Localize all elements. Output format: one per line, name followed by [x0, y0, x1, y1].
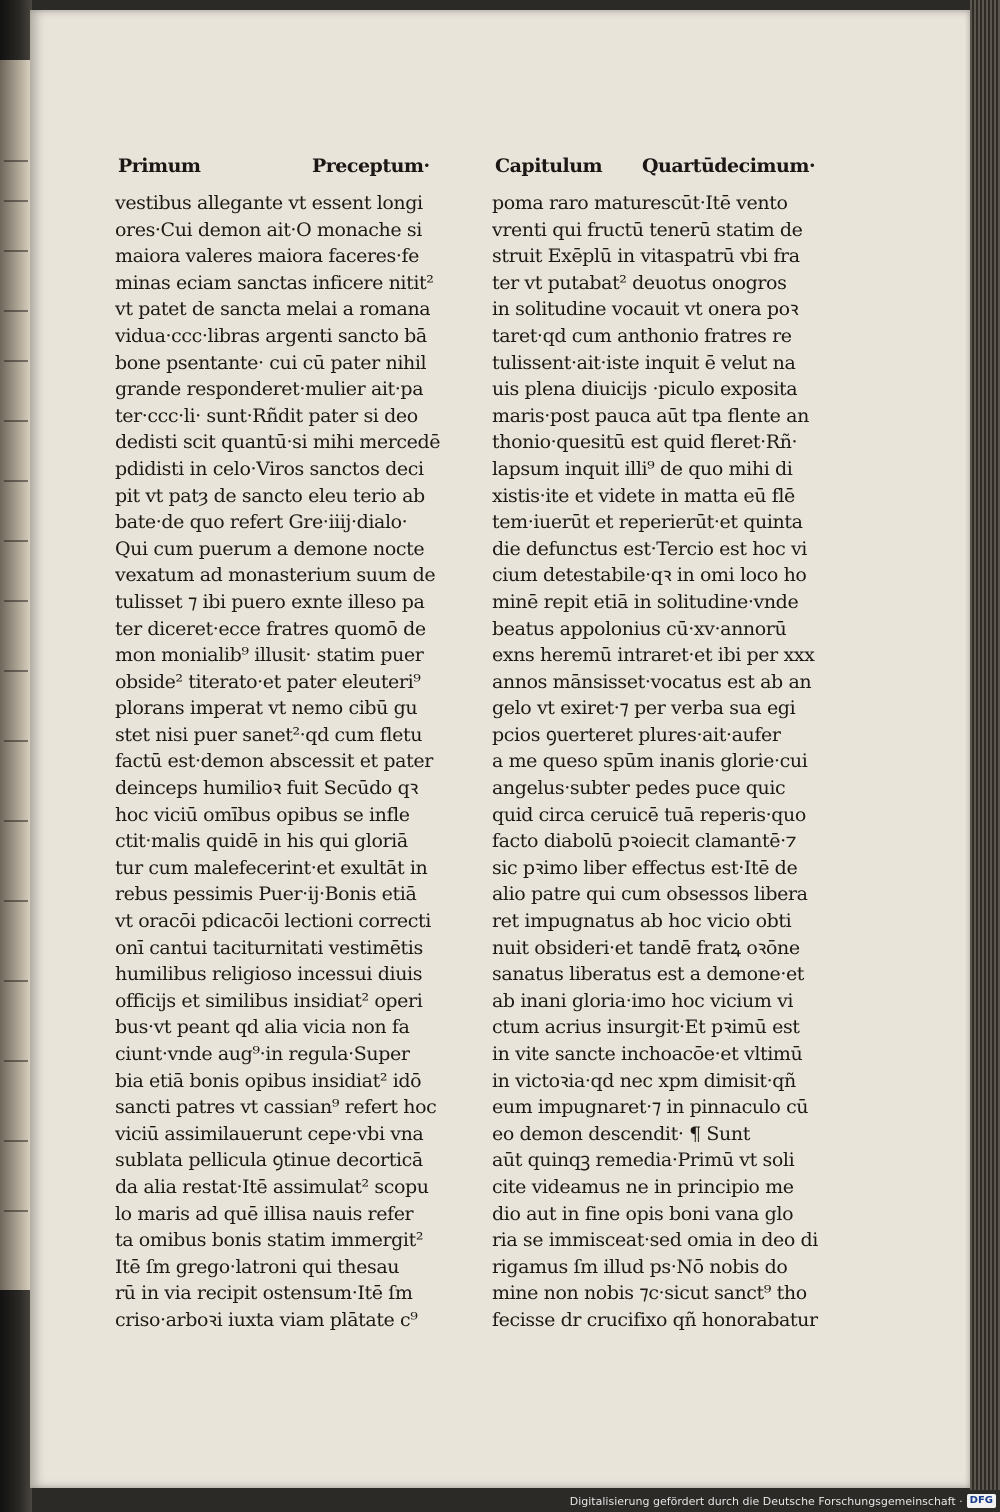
text-line-right: exns heremū intraret·et ibi per xxx: [492, 644, 815, 667]
text-line-left: ctit·malis quidē in his qui gloriā: [115, 830, 408, 853]
text-line-left: bone psentante· cui cū pater nihil: [115, 351, 427, 374]
text-line-right: thonio·quesitū est quid fleret·Rñ·: [492, 431, 798, 454]
header-capitulum: Capitulum: [495, 155, 603, 177]
text-line-right: in victoꝛia·qd nec xpm dimisit·qñ: [492, 1069, 796, 1092]
text-line-right: lapsum inquit illi⁹ de quo mihi di: [492, 457, 793, 480]
text-line-right: poma raro maturescūt·Itē vento: [492, 192, 788, 214]
text-line-left: tulisset ⁊ ibi puero exnte illeso pa: [115, 590, 425, 613]
text-line-right: alio patre qui cum obsessos libera: [492, 883, 808, 906]
text-line-left: da alia restat·Itē assimulat² scopu: [115, 1175, 429, 1198]
text-line-left: rebus pessimis Puer·ij·Bonis etiā: [115, 883, 417, 906]
dfg-logo: DFG: [967, 1494, 996, 1508]
text-line-right: ter vt putabat² deuotus onogros: [492, 271, 787, 294]
text-line-right: rigamus ſm illud ps·Nō nobis do: [492, 1255, 788, 1278]
text-line-left: mon monialib⁹ illusit· statim puer: [115, 644, 424, 667]
text-line-right: tem·iuerūt et reperierūt·et quinta: [492, 511, 803, 534]
text-line-right: ria se immisceat·sed omia in deo di: [492, 1229, 818, 1252]
text-line-right: facto diabolū pꝛoiecit clamantē·⁊: [492, 830, 797, 853]
text-line-right: nuit obsideri·et tandē fratꝝ oꝛōne: [492, 936, 800, 959]
text-line-left: ter·ccc·li· sunt·Rñdit pater si deo: [115, 404, 418, 427]
text-line-right: cium detestabile·qꝛ in omi loco ho: [492, 564, 807, 587]
text-line-left: sublata pellicula ꝯtinue decorticā: [115, 1149, 423, 1172]
text-line-left: tur cum malefecerint·et exultāt in: [115, 856, 428, 879]
text-line-right: struit Exēplū in vitaspatrū vbi fra: [492, 245, 800, 268]
text-line-right: annos mānsisset·vocatus est ab an: [492, 670, 812, 693]
text-line-left: vt oracōi pdicacōi lectioni correcti: [115, 910, 431, 933]
text-line-left: vidua·ccc·libras argenti sancto bā: [115, 324, 427, 347]
text-line-left: dedisti scit quantū·si mihi mercedē: [115, 431, 441, 454]
text-line-right: uis plena diuicijs ·piculo exposita: [492, 378, 798, 401]
text-line-left: hoc viciū omībus opibus se infle: [115, 803, 410, 826]
book-page: [30, 10, 970, 1488]
text-line-left: grande responderet·mulier ait·pa: [115, 378, 424, 401]
text-line-left: ores·Cui demon ait·O monache si: [115, 218, 422, 241]
text-line-left: vestibus allegante vt essent longi: [115, 192, 423, 214]
text-line-left: deinceps humilioꝛ fuit Secūdo qꝛ: [115, 777, 418, 800]
text-line-left: Qui cum puerum a demone nocte: [115, 537, 425, 560]
text-line-right: vrenti qui fructū tenerū statim de: [492, 218, 803, 241]
text-line-right: tulissent·ait·iste inquit ē velut na: [492, 351, 796, 374]
page-stack-edge: [970, 0, 1000, 1490]
text-line-left: bate·de quo refert Gre·iiij·dialo·: [115, 511, 408, 534]
text-line-right: mine non nobis ⁊c·sicut sanct⁹ tho: [492, 1282, 807, 1305]
text-line-left: sancti patres vt cassian⁹ refert hoc: [115, 1096, 437, 1119]
text-line-right: cite videamus ne in principio me: [492, 1175, 794, 1198]
text-line-right: ctum acrius insurgit·Et pꝛimū est: [492, 1016, 800, 1039]
text-line-left: viciū assimilauerunt cepe·vbi vna: [115, 1122, 424, 1145]
text-line-right: eo demon descendit· ¶ Sunt: [492, 1122, 750, 1145]
text-line-right: maris·post pauca aūt tpa flente an: [492, 404, 809, 427]
text-line-right: ret impugnatus ab hoc vicio obti: [492, 910, 792, 933]
text-line-left: bus·vt peant qd alia vicia non fa: [115, 1016, 410, 1039]
text-line-right: in solitudine vocauit vt onera poꝛ: [492, 298, 799, 321]
text-line-right: eum impugnaret·⁊ in pinnaculo cū: [492, 1096, 809, 1119]
text-line-left: pit vt patȝ de sancto eleu terio ab: [115, 484, 425, 507]
text-line-left: Itē ſm grego·latroni qui thesau: [115, 1255, 400, 1278]
text-line-left: minas eciam sanctas inficere nitit²: [115, 271, 434, 294]
text-line-right: gelo vt exiret·⁊ per verba sua egi: [492, 697, 796, 720]
header-quartumdecimum: Quartūdecimum·: [642, 155, 816, 177]
text-line-right: sanatus liberatus est a demone·et: [492, 963, 805, 986]
text-line-left: maiora valeres maiora faceres·fe: [115, 245, 419, 268]
text-line-right: beatus appolonius cū·xv·annorū: [492, 617, 787, 640]
text-column-left: [115, 190, 485, 1334]
text-line-left: vexatum ad monasterium suum de: [115, 564, 436, 587]
text-column-right: [492, 190, 822, 1334]
text-line-left: ciunt·vnde aug⁹·in regula·Super: [115, 1043, 410, 1065]
text-line-left: factū est·demon abscessit et pater: [115, 750, 433, 773]
text-line-right: aūt quinqꝫ remedia·Primū vt soli: [492, 1149, 795, 1172]
text-line-left: stet nisi puer sanet²·qd cum fletu: [115, 723, 423, 746]
text-line-left: officijs et similibus insidiat² operi: [115, 989, 423, 1012]
text-line-right: die defunctus est·Tercio est hoc vi: [492, 537, 807, 560]
text-line-right: quid circa ceruicē tuā reperis·quo: [492, 803, 806, 826]
header-preceptum: Preceptum·: [312, 155, 430, 177]
footer-credit: Digitalisierung gefördert durch die Deutsche Forschungsgemeinschaft ·: [569, 1494, 963, 1508]
text-line-right: angelus·subter pedes puce quic: [492, 777, 786, 800]
text-line-left: obside² titerato·et pater eleuteri⁹: [115, 670, 421, 693]
digitization-footer: [570, 1492, 996, 1510]
text-line-right: a me queso spūm inanis glorie·cui: [492, 750, 808, 773]
text-line-right: dio aut in fine opis boni vana glo: [492, 1202, 794, 1225]
text-line-left: ta omibus bonis statim immergit²: [115, 1229, 424, 1252]
text-line-right: pcios ꝯuerteret plures·ait·aufer: [492, 723, 781, 746]
text-line-left: onī cantui taciturnitati vestimētis: [115, 936, 423, 959]
text-line-left: criso·arboꝛi iuxta viam plātate c⁹: [115, 1308, 418, 1331]
text-line-right: minē repit etiā in solitudine·vnde: [492, 590, 799, 613]
text-line-left: plorans imperat vt nemo cibū gu: [115, 697, 418, 720]
text-line-left: pdidisti in celo·Viros sanctos deci: [115, 457, 424, 480]
text-line-left: lo maris ad quē illisa nauis refer: [115, 1202, 414, 1225]
text-line-right: taret·qd cum anthonio fratres re: [492, 324, 792, 347]
text-line-right: fecisse dr crucifixo qñ honorabatur: [492, 1308, 818, 1331]
text-line-left: vt patet de sancta melai a romana: [115, 298, 431, 321]
text-line-left: ter diceret·ecce fratres quomō de: [115, 617, 426, 640]
text-line-right: xistis·ite et videte in matta eū flē: [492, 484, 795, 507]
text-line-left: bia etiā bonis opibus insidiat² idō: [115, 1069, 422, 1092]
text-line-right: in vite sancte inchoacōe·et vltimū: [492, 1043, 803, 1065]
facing-page-edge: [0, 60, 30, 1290]
text-line-right: ab inani gloria·imo hoc vicium vi: [492, 989, 794, 1012]
running-header: [30, 155, 970, 185]
text-line-left: humilibus religioso incessui diuis: [115, 963, 423, 986]
text-line-right: sic pꝛimo liber effectus est·Itē de: [492, 856, 798, 879]
header-primum: Primum: [118, 155, 201, 177]
text-line-left: rū in via recipit ostensum·Itē ſm: [115, 1282, 413, 1305]
